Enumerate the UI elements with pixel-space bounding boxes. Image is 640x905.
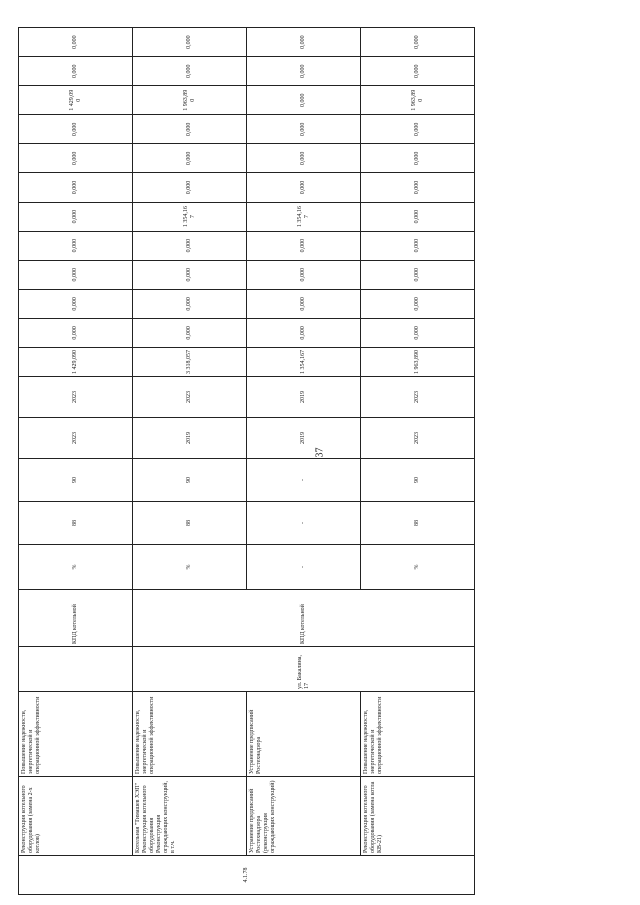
value-after-cell: -: [247, 459, 361, 502]
amount-cell: 1 354,16 7: [133, 202, 247, 231]
amount-cell: 0,000: [133, 57, 247, 86]
project-name-cell: Котельная "Тимашев ХЭП" Реконструкция котельного оборудования Реконструкция ограждающих конструкций, в т.ч.: [133, 777, 247, 856]
amount-cell: 0,000: [247, 144, 361, 173]
row-id-cell: 4.1.78: [19, 856, 475, 895]
amount-cell: 0,000: [361, 173, 475, 202]
project-name-cell: Реконструкция котельного оборудования (замена 2-х котлов): [19, 777, 133, 856]
amount-cell: 0,000: [19, 28, 133, 57]
amount-cell: 0,000: [133, 144, 247, 173]
table-row: [19, 28, 133, 895]
amount-cell: 0,000: [361, 115, 475, 144]
indicator-cell: КПД котельной: [133, 590, 475, 647]
amount-cell: 0,000: [247, 57, 361, 86]
amount-cell: 0,000: [19, 144, 133, 173]
unit-cell: %: [19, 545, 133, 590]
amount-cell: 0,000: [247, 318, 361, 347]
amount-cell: 0,000: [19, 115, 133, 144]
project-goal-cell: Повышение надежности, энергетической и операционной эффективности: [361, 692, 475, 777]
address-cell: ул. Бакалина, 17: [133, 647, 475, 692]
amount-cell: 0,000: [361, 28, 475, 57]
project-goal-cell: Повышение надежности, энергетической и операционной эффективности: [19, 692, 133, 777]
project-goal-cell: Устранение предписаний Ростехнадзора: [247, 692, 361, 777]
amount-cell: 0,000: [19, 260, 133, 289]
amount-cell: 0,000: [361, 260, 475, 289]
amount-cell: 1 354,167: [247, 347, 361, 376]
year-start-cell: 2019: [247, 418, 361, 459]
amount-cell: 1 963,89 0: [133, 86, 247, 115]
amount-cell: 1 429,090: [19, 347, 133, 376]
value-after-cell: 90: [19, 459, 133, 502]
value-before-cell: 88: [19, 502, 133, 545]
amount-cell: 0,000: [247, 115, 361, 144]
amount-cell: 0,000: [361, 57, 475, 86]
amount-cell: 0,000: [247, 173, 361, 202]
amount-cell: 0,000: [361, 231, 475, 260]
amount-cell: 0,000: [133, 318, 247, 347]
address-cell: [19, 647, 133, 692]
investment-table: [18, 27, 475, 895]
amount-cell: 0,000: [133, 260, 247, 289]
project-goal-cell: Повышение надежности, энергетической и операционной эффективности: [133, 692, 247, 777]
value-before-cell: -: [247, 502, 361, 545]
year-start-cell: 2023: [361, 418, 475, 459]
indicator-cell: КПД котельной: [19, 590, 133, 647]
table-row: [133, 28, 247, 895]
amount-cell: 0,000: [133, 231, 247, 260]
amount-cell: 0,000: [19, 57, 133, 86]
amount-cell: 0,000: [133, 173, 247, 202]
value-before-cell: 88: [133, 502, 247, 545]
value-after-cell: 90: [361, 459, 475, 502]
page-number: 37: [314, 447, 326, 458]
amount-cell: 0,000: [19, 289, 133, 318]
amount-cell: 3 318,057: [133, 347, 247, 376]
amount-cell: 0,000: [247, 28, 361, 57]
unit-cell: %: [361, 545, 475, 590]
amount-cell: 0,000: [19, 318, 133, 347]
year-start-cell: 2023: [19, 418, 133, 459]
value-after-cell: 90: [133, 459, 247, 502]
year-end-cell: 2023: [19, 377, 133, 418]
amount-cell: 0,000: [361, 318, 475, 347]
amount-cell: 0,000: [361, 202, 475, 231]
unit-cell: -: [247, 545, 361, 590]
value-before-cell: 88: [361, 502, 475, 545]
amount-cell: 0,000: [247, 289, 361, 318]
unit-cell: %: [133, 545, 247, 590]
table-row: [361, 28, 475, 895]
project-name-cell: Устранение предписаний Ростехнадзора (реконструкция ограждающих конструкций): [247, 777, 361, 856]
year-end-cell: 2019: [247, 377, 361, 418]
amount-cell: 0,000: [247, 86, 361, 115]
amount-cell: 0,000: [247, 260, 361, 289]
amount-cell: 0,000: [19, 202, 133, 231]
amount-cell: 0,000: [247, 231, 361, 260]
amount-cell: 0,000: [133, 115, 247, 144]
year-end-cell: 2023: [133, 377, 247, 418]
year-end-cell: 2023: [361, 377, 475, 418]
amount-cell: 0,000: [133, 289, 247, 318]
amount-cell: 1 963,89 0: [361, 86, 475, 115]
amount-cell: 0,000: [361, 144, 475, 173]
amount-cell: 0,000: [19, 173, 133, 202]
amount-cell: 0,000: [133, 28, 247, 57]
amount-cell: 1 963,890: [361, 347, 475, 376]
amount-cell: 1 354,16 7: [247, 202, 361, 231]
project-name-cell: Реконструкция котельного оборудования (замена котла КВ-21): [361, 777, 475, 856]
year-start-cell: 2019: [133, 418, 247, 459]
table-row: [247, 28, 361, 895]
amount-cell: 0,000: [19, 231, 133, 260]
amount-cell: 0,000: [361, 289, 475, 318]
amount-cell: 1 429,09 0: [19, 86, 133, 115]
